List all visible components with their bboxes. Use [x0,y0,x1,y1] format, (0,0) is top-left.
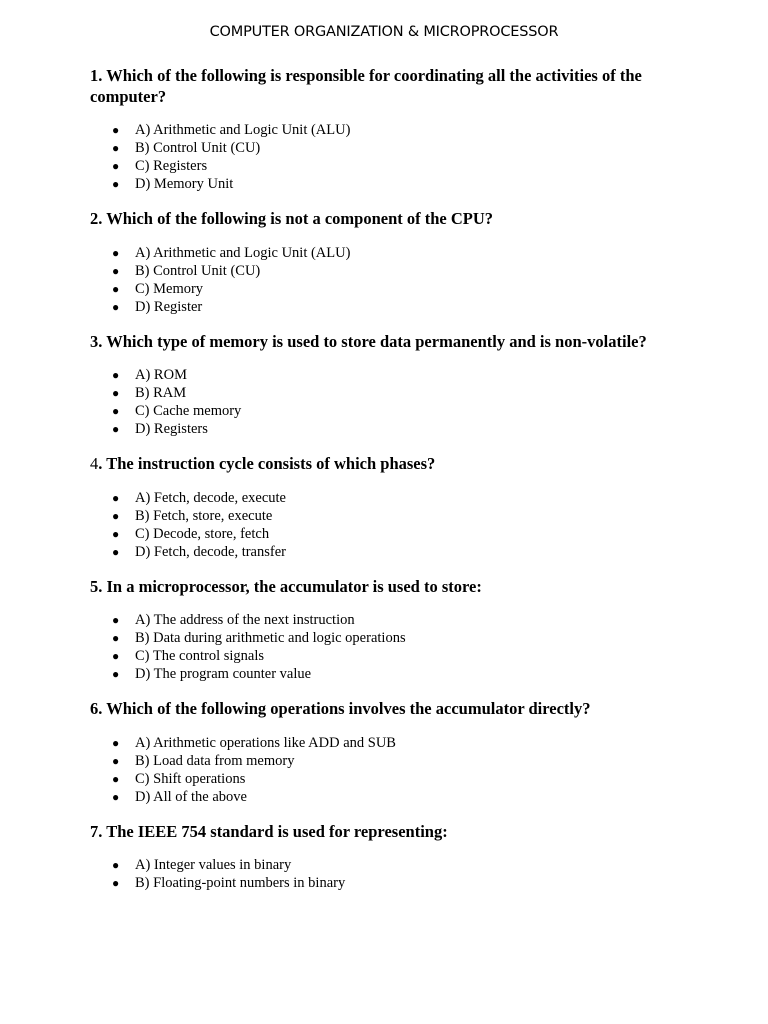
option-item [90,262,690,280]
bullet-icon: ● [112,123,120,137]
question-list [90,66,690,908]
bullet-icon: ● [112,771,120,786]
question-text: Which type of memory is used to store data permanently and is non-volatile? [102,331,647,351]
question-4 [90,454,690,561]
bullet-icon: ● [112,858,120,872]
question-number: 1. [90,66,103,85]
option-item [90,366,690,384]
question-number: 3. [90,331,103,351]
bullet-icon: ● [112,263,120,278]
question-7 [90,822,690,893]
option-item [90,244,690,262]
question-text: . The instruction cycle consists of which phases? [98,454,436,473]
question-number: 2. [90,209,103,228]
option-text: A) ROM [135,367,187,383]
option-item [90,175,690,193]
question-3 [90,332,690,439]
question-heading [90,66,690,107]
option-text: B) RAM [135,385,187,401]
bullet-icon: ● [112,177,120,191]
question-text: Which of the following operations involves the accumulator directly? [102,699,591,718]
question-text: Which of the following is not a component of the CPU? [102,209,494,228]
option-text: C) Decode, store, fetch [135,525,270,542]
option-item [90,770,690,788]
option-item [90,525,690,543]
bullet-icon: ● [112,753,120,768]
question-6 [90,699,690,806]
option-item [90,734,690,752]
bullet-icon: ● [112,386,120,400]
option-item [90,874,690,892]
bullet-icon: ● [112,544,120,559]
bullet-icon: ● [112,299,120,314]
question-heading [90,822,690,843]
bullet-icon: ● [112,368,120,382]
option-list [90,244,690,316]
option-item [90,752,690,770]
bullet-icon: ● [112,876,120,890]
option-item [90,611,690,629]
question-heading [90,454,690,475]
bullet-icon: ● [112,404,120,418]
option-text: D) Fetch, decode, transfer [135,543,286,560]
option-text: B) Fetch, store, execute [135,507,273,524]
option-text: B) Data during arithmetic and logic operations [135,630,406,646]
option-item [90,121,690,139]
option-text: A) Arithmetic and Logic Unit (ALU) [135,244,351,261]
option-list [90,121,690,193]
bullet-icon: ● [112,631,120,645]
option-list [90,489,690,561]
option-item [90,402,690,420]
bullet-icon: ● [112,281,120,296]
option-text: B) Control Unit (CU) [135,140,261,156]
option-item [90,384,690,402]
option-item [90,489,690,507]
option-item [90,647,690,665]
option-text: D) All of the above [135,788,247,805]
option-text: D) The program counter value [135,666,312,682]
option-list [90,611,690,683]
bullet-icon: ● [112,735,120,750]
option-text: C) Shift operations [135,770,246,787]
option-text: C) Cache memory [135,403,242,419]
bullet-icon: ● [112,667,120,681]
option-text: A) Integer values in binary [135,857,292,873]
option-text: D) Memory Unit [135,176,234,192]
option-item [90,665,690,683]
bullet-icon: ● [112,245,120,260]
option-list [90,366,690,438]
question-2 [90,209,690,316]
bullet-icon: ● [112,490,120,505]
option-text: A) Arithmetic and Logic Unit (ALU) [135,122,351,138]
option-text: C) The control signals [135,648,265,664]
option-list [90,856,690,892]
question-text: The IEEE 754 standard is used for representing: [102,821,448,841]
option-item [90,280,690,298]
option-item [90,543,690,561]
option-text: C) Registers [135,158,208,174]
option-text: B) Load data from memory [135,752,295,769]
option-item [90,298,690,316]
bullet-icon: ● [112,526,120,541]
option-text: D) Registers [135,421,208,437]
question-text: In a microprocessor, the accumulator is used to store: [102,576,482,596]
option-item [90,139,690,157]
option-text: B) Control Unit (CU) [135,262,261,279]
bullet-icon: ● [112,508,120,523]
document-title: COMPUTER ORGANIZATION & MICROPROCESSOR [209,24,559,40]
option-text: C) Memory [135,280,204,297]
option-text: A) The address of the next instruction [135,612,355,628]
question-number: 4 [90,454,99,473]
question-number: 6. [90,699,103,718]
question-5 [90,577,690,684]
option-item [90,856,690,874]
option-list [90,734,690,806]
option-text: B) Floating-point numbers in binary [135,875,346,891]
option-item [90,420,690,438]
option-item [90,629,690,647]
question-number: 5. [90,576,103,596]
bullet-icon: ● [112,789,120,804]
question-number: 7. [90,821,103,841]
option-item [90,507,690,525]
question-heading [90,577,690,598]
bullet-icon: ● [112,613,120,627]
bullet-icon: ● [112,141,120,155]
option-text: A) Fetch, decode, execute [135,489,286,506]
question-heading [90,332,690,353]
question-1 [90,66,690,193]
option-item [90,157,690,175]
bullet-icon: ● [112,159,120,173]
bullet-icon: ● [112,649,120,663]
question-heading [90,209,690,230]
bullet-icon: ● [112,422,120,436]
option-text: D) Register [135,298,203,315]
option-item [90,788,690,806]
option-text: A) Arithmetic operations like ADD and SUB [135,734,396,751]
question-text: Which of the following is responsible for coordinating all the activities of the computer? [90,66,642,106]
question-heading [90,699,690,720]
